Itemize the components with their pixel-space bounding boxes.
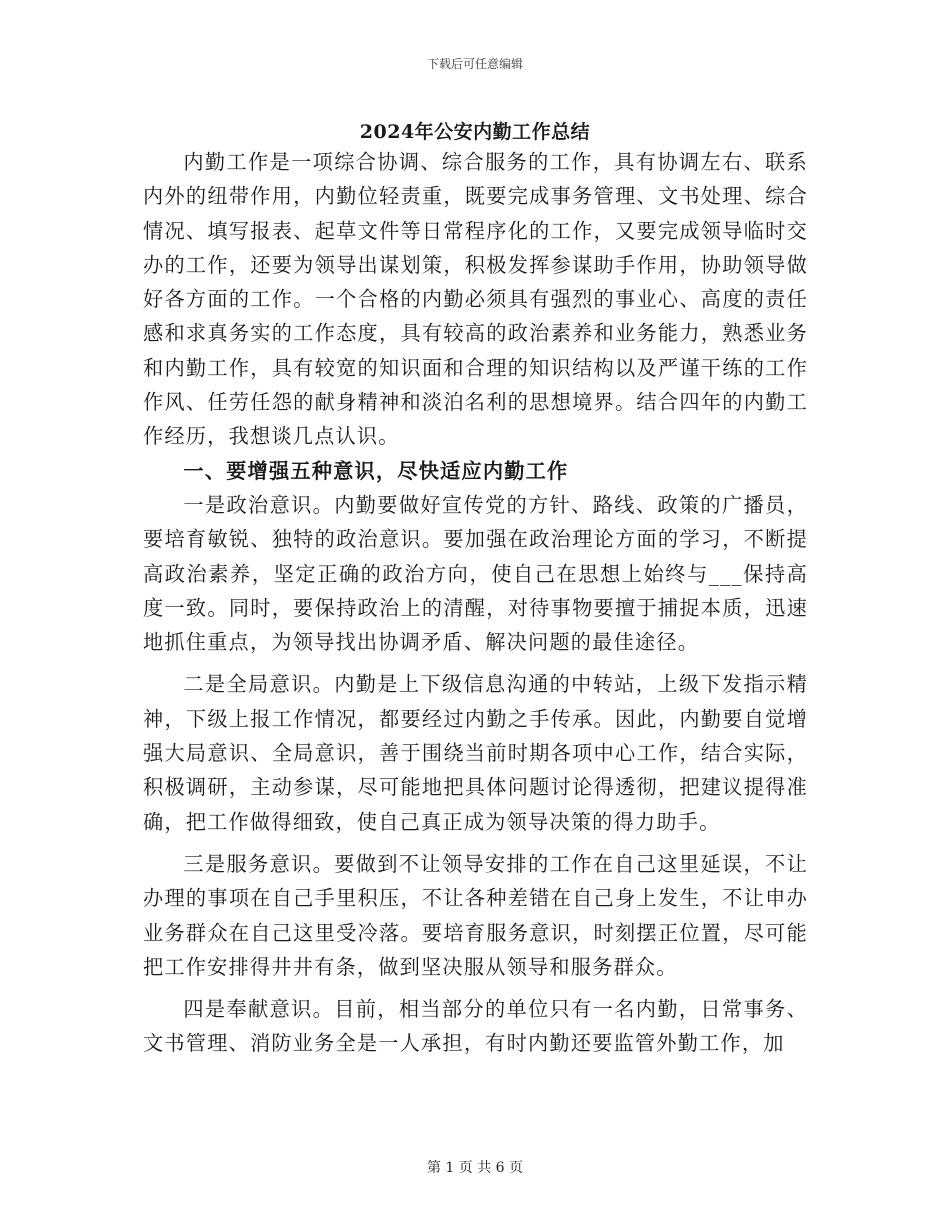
document-title: 2024年公安内勤工作总结 — [359, 121, 591, 143]
page-number: 第 1 页 共 6 页 — [426, 1160, 524, 1176]
dedication-awareness-paragraph: 四是奉献意识。目前，相当部分的单位只有一名内勤，日常事务、文书管理、消防业务全是一人承担，有时内勤还要监管外勤工作，加 — [143, 997, 808, 1056]
intro-paragraph: 内勤工作是一项综合协调、综合服务的工作，具有协调左右、联系内外的纽带作用，内勤位轻责重，既要完成事务管理、文书处理、综合情况、填写报表、起草文件等日常程序化的工作，又要完成领导临时交办的工作，还要为领导出谋划策，积极发挥参谋助手作用，协助领导做好各方面的工作。一个合格的内勤必须具有强烈的事业心、高度的责任感和求真务实的工作态度，具有较高的政治素养和业务能力，熟悉业务和内勤工作，具有较宽的知识面和合理的知识结构以及严谨干练的工作作风、任劳任怨的献身精神和淡泊名利的思想境界。结合四年的内勤工作经历，我想谈几点认识。 — [143, 150, 808, 449]
overall-awareness-paragraph: 二是全局意识。内勤是上下级信息沟通的中转站，上级下发指示精神，下级上报工作情况，都要经过内勤之手传承。因此，内勤要自觉增强大局意识、全局意识，善于围绕当前时期各项中心工作，结合实际，积极调研，主动参谋，尽可能地把具体问题讨论得透彻，把建议提得准确，把工作做得细致，使自己真正成为领导决策的得力助手。 — [143, 672, 808, 834]
service-awareness-paragraph: 三是服务意识。要做到不让领导安排的工作在自己这里延误，不让办理的事项在自己手里积压，不让各种差错在自己身上发生，不让申办业务群众在自己这里受冷落。要培育服务意识，时刻摆正位置，尽可能把工作安排得井井有条，做到坚决服从领导和服务群众。 — [143, 851, 808, 979]
section-heading: 一、要增强五种意识，尽快适应内勤工作 — [183, 458, 569, 483]
document-body — [143, 145, 808, 1061]
page-header-note: 下载后可任意编辑 — [426, 57, 523, 71]
political-awareness-paragraph: 一是政治意识。内勤要做好宣传党的方针、路线、政策的广播员，要培育敏锐、独特的政治意识。要加强在政治理论方面的学习，不断提高政治素养，坚定正确的政治方向，使自己在思想上始终与___保持高度一致。同时，要保持政治上的清醒，对待事物要擅于捕捉本质，迅速地抓住重点，为领导找出协调矛盾、解决问题的最佳途径。 — [143, 492, 808, 655]
